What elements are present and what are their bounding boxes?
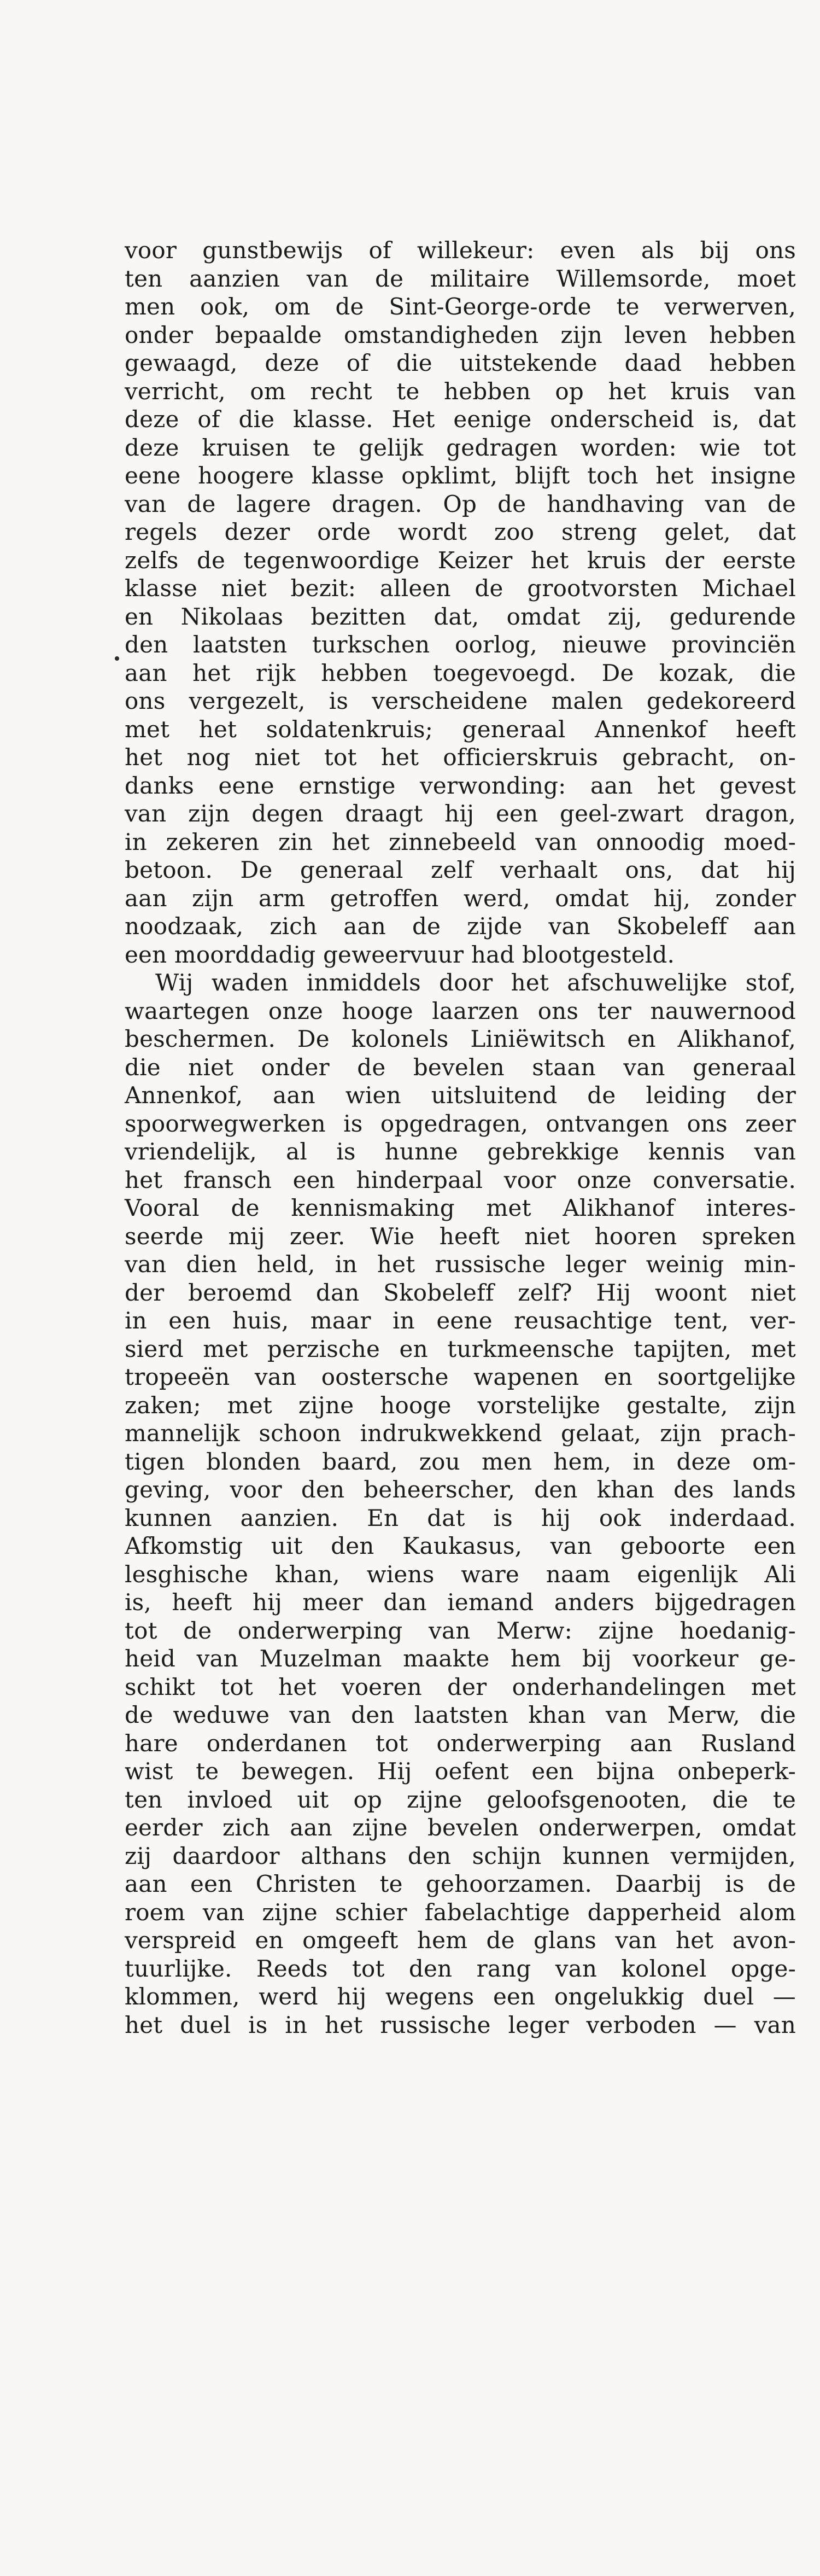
text-line: het nog niet tot het officierskruis gebracht, on- bbox=[125, 744, 796, 771]
text-line: van de lagere dragen. Op de handhaving van de bbox=[125, 490, 796, 517]
text-line: tot de onderwerping van Merw: zijne hoedanig- bbox=[125, 1617, 796, 1644]
text-line: is, heeft hij meer dan iemand anders bijgedragen bbox=[125, 1589, 796, 1616]
text-line: deze kruisen te gelijk gedragen worden: wie tot bbox=[125, 434, 796, 461]
text-line: seerde mij zeer. Wie heeft niet hooren spreken bbox=[125, 1222, 796, 1250]
text-line: verspreid en omgeeft hem de glans van het avon- bbox=[125, 1927, 796, 1954]
text-line: hare onderdanen tot onderwerping aan Rusland bbox=[125, 1729, 796, 1757]
text-line: kunnen aanzien. En dat is hij ook inderdaad. bbox=[125, 1504, 796, 1531]
text-line: aan het rijk hebben toegevoegd. De kozak, die bbox=[125, 659, 796, 686]
text-line: verricht, om recht te hebben op het kruis van bbox=[125, 377, 796, 405]
text-line: men ook, om de Sint-George-orde te verwerven, bbox=[125, 293, 796, 320]
text-line: het fransch een hinderpaal voor onze conversatie. bbox=[125, 1166, 796, 1193]
text-line: ten aanzien van de militaire Willemsorde, moet bbox=[125, 265, 796, 292]
text-line: wist te bewegen. Hij oefent een bijna onbeperk- bbox=[125, 1758, 796, 1785]
text-line: ten invloed uit op zijne geloofsgenooten, die te bbox=[125, 1786, 796, 1813]
text-line: de weduwe van den laatsten khan van Merw, die bbox=[125, 1701, 796, 1728]
text-line: heid van Muzelman maakte hem bij voorkeur ge- bbox=[125, 1645, 796, 1672]
text-line: tigen blonden baard, zou men hem, in deze om- bbox=[125, 1448, 796, 1475]
text-line: met het soldatenkruis; generaal Annenkof heeft bbox=[125, 715, 796, 743]
text-line: zaken; met zijne hooge vorstelijke gestalte, zijn bbox=[125, 1391, 796, 1419]
text-line: aan een Christen te gehoorzamen. Daarbij is de bbox=[125, 1870, 796, 1897]
text-line: zij daardoor althans den schijn kunnen vermijden, bbox=[125, 1842, 796, 1869]
text-line: betoon. De generaal zelf verhaalt ons, dat hij bbox=[125, 856, 796, 883]
text-line: sierd met perzische en turkmeensche tapijten, met bbox=[125, 1335, 796, 1362]
text-line: danks eene ernstige verwonding: aan het gevest bbox=[125, 772, 796, 799]
text-line: spoorwegwerken is opgedragen, ontvangen ons zeer bbox=[125, 1110, 796, 1137]
text-line: aan zijn arm getroffen werd, omdat hij, zonder bbox=[125, 884, 796, 912]
text-line: beschermen. De kolonels Liniëwitsch en Alikhanof, bbox=[125, 1025, 796, 1052]
text-line: klasse niet bezit: alleen de grootvorsten Michael bbox=[125, 575, 796, 602]
text-line: deze of die klasse. Het eenige onderscheid is, dat bbox=[125, 406, 796, 433]
text-line: tuurlijke. Reeds tot den rang van kolonel opge- bbox=[125, 1955, 796, 1982]
text-line: mannelijk schoon indrukwekkend gelaat, zijn prach- bbox=[125, 1420, 796, 1447]
text-line: lesghische khan, wiens ware naam eigenlijk Ali bbox=[125, 1560, 796, 1588]
text-line: roem van zijne schier fabelachtige dapperheid alom bbox=[125, 1898, 796, 1926]
text-line: Afkomstig uit den Kaukasus, van geboorte een bbox=[125, 1532, 796, 1559]
text-line: der beroemd dan Skobeleff zelf? Hij woont niet bbox=[125, 1279, 796, 1306]
text-line: tropeeën van oostersche wapenen en soortgelijke bbox=[125, 1363, 796, 1390]
text-line: gewaagd, deze of die uitstekende daad hebben bbox=[125, 349, 796, 376]
text-line: waartegen onze hooge laarzen ons ter nauwernood bbox=[125, 997, 796, 1024]
text-line: eene hoogere klasse opklimt, blijft toch het insigne bbox=[125, 462, 796, 489]
text-line: van dien held, in het russische leger weinig min- bbox=[125, 1251, 796, 1278]
text-line: regels dezer orde wordt zoo streng gelet, dat bbox=[125, 518, 796, 545]
text-line: noodzaak, zich aan de zijde van Skobeleff aan bbox=[125, 913, 796, 940]
text-line: Wij waden inmiddels door het afschuwelijke stof, bbox=[155, 969, 796, 996]
text-line: een moorddadig geweervuur had blootgesteld. bbox=[125, 941, 675, 968]
text-line: vriendelijk, al is hunne gebrekkige kennis van bbox=[125, 1138, 796, 1165]
text-line: ons vergezelt, is verscheidene malen gedekoreerd bbox=[125, 687, 796, 714]
text-line: in een huis, maar in eene reusachtige tent, ver- bbox=[125, 1307, 796, 1334]
text-line: het duel is in het russische leger verboden — van bbox=[125, 2011, 796, 2038]
text-line: eerder zich aan zijne bevelen onderwerpen, omdat bbox=[125, 1814, 796, 1841]
text-line: en Nikolaas bezitten dat, omdat zij, gedurende bbox=[125, 603, 796, 630]
text-line: schikt tot het voeren der onderhandelingen met bbox=[125, 1673, 796, 1700]
text-line: den laatsten turkschen oorlog, nieuwe provinciën bbox=[125, 631, 796, 658]
text-line: zelfs de tegenwoordige Keizer het kruis der eerste bbox=[125, 546, 796, 574]
text-line: van zijn degen draagt hij een geel-zwart dragon, bbox=[125, 800, 796, 827]
text-line: geving, voor den beheerscher, den khan des lands bbox=[125, 1476, 796, 1503]
ink-dot bbox=[115, 656, 119, 661]
text-line: in zekeren zin het zinnebeeld van onnoodig moed- bbox=[125, 828, 796, 855]
text-line: voor gunstbewijs of willekeur: even als bij ons bbox=[125, 237, 796, 264]
body-text bbox=[125, 236, 796, 2039]
text-line: Annenkof, aan wien uitsluitend de leiding der bbox=[125, 1082, 796, 1109]
text-line: onder bepaalde omstandigheden zijn leven hebben bbox=[125, 321, 796, 348]
text-line: die niet onder de bevelen staan van generaal bbox=[125, 1053, 796, 1081]
text-line: Vooral de kennismaking met Alikhanof interes- bbox=[125, 1194, 796, 1221]
text-line: klommen, werd hij wegens een ongelukkig duel — bbox=[125, 1983, 796, 2010]
